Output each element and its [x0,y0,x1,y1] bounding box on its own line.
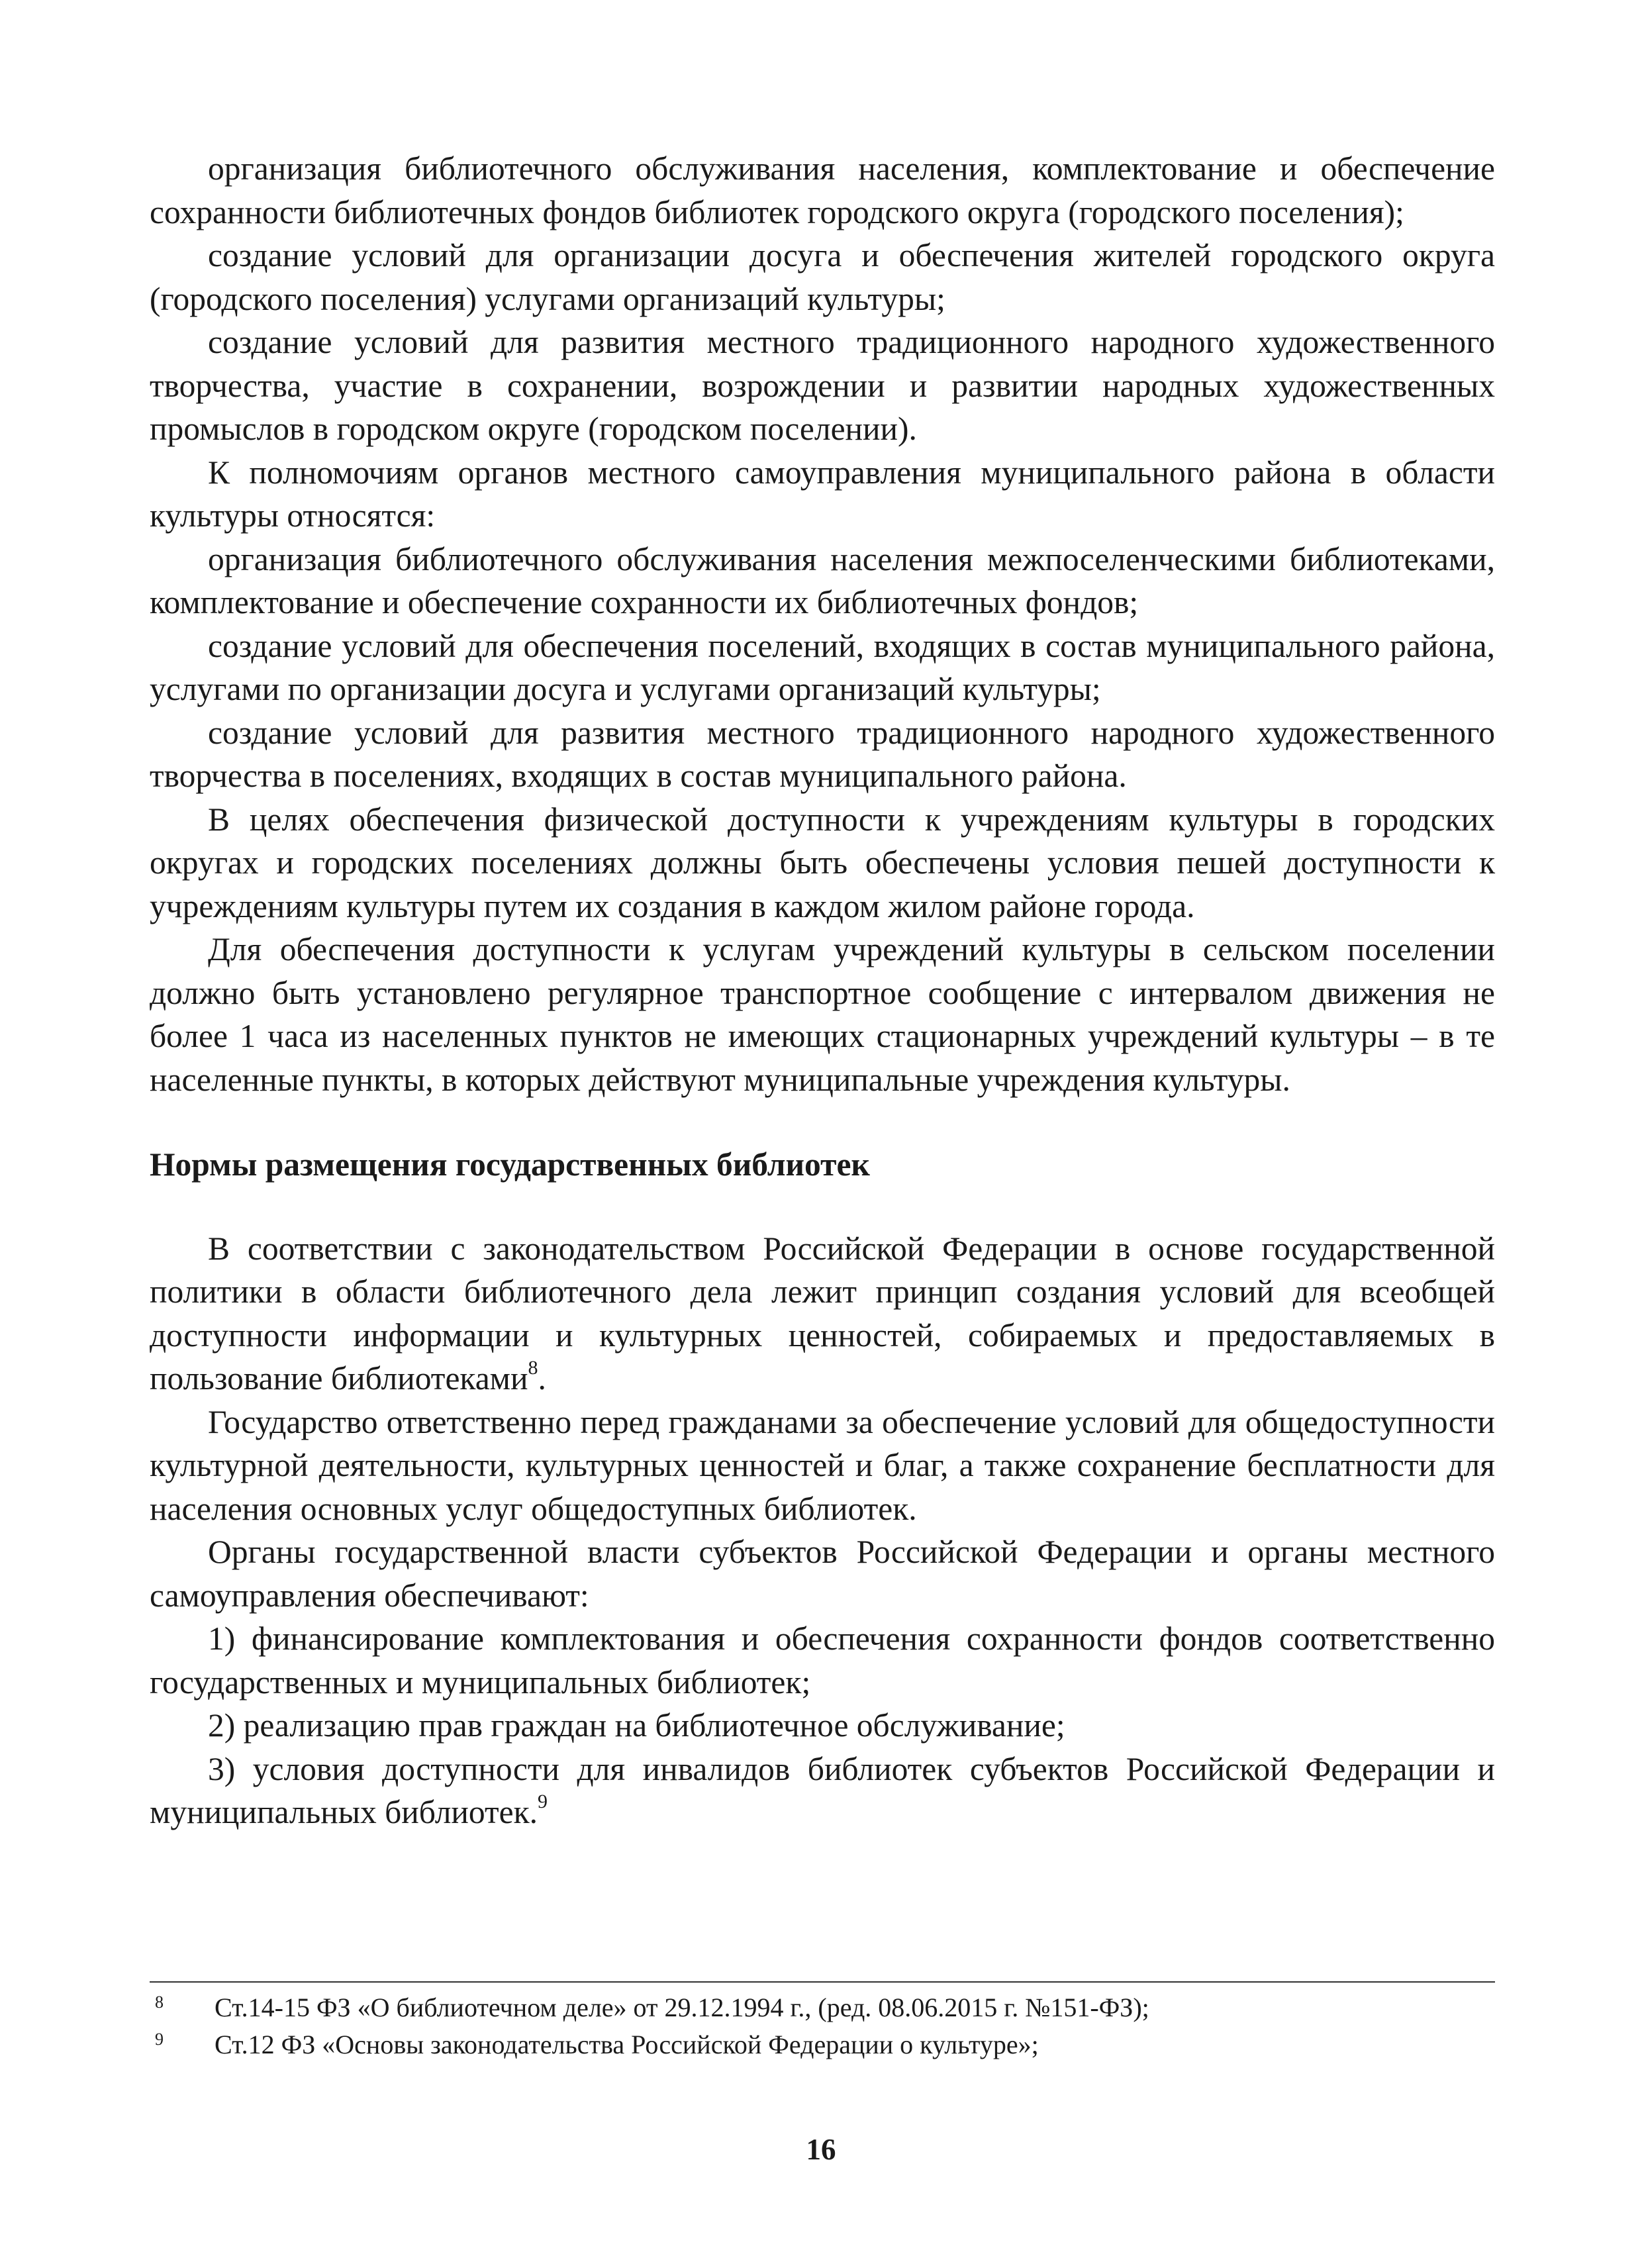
footnote-number: 8 [155,1993,164,2012]
paragraph: создание условий для развития местного традиционного народного художественного творчества, участие в сохранении, возрождении и развитии народных художественных промыслов в городском округе (городском поселении). [150,324,1495,447]
footnote-text: Ст.12 ФЗ «Основы законодательства Российской Федерации о культуре»; [215,2030,1039,2059]
footnote-ref[interactable]: 8 [528,1356,538,1379]
paragraph: создание условий для обеспечения поселений, входящих в состав муниципального района, услугами по организации досуга и услугами организаций культуры; [150,627,1495,707]
page-number: 16 [806,2133,836,2166]
paragraph: организация библиотечного обслуживания населения, комплектование и обеспечение сохранности библиотечных фондов библиотек городского округа (городского поселения); [150,150,1495,230]
paragraph: Органы государственной власти субъектов Российской Федерации и органы местного самоуправления обеспечивают: [150,1534,1495,1614]
footnotes [150,1981,1495,2063]
paragraph: создание условий для развития местного традиционного народного художественного творчества в поселениях, входящих в состав муниципального района. [150,714,1495,794]
footnote-text: Ст.14-15 ФЗ «О библиотечном деле» от 29.12.1994 г., (ред. 08.06.2015 г. №151-ФЗ); [215,1993,1149,2022]
paragraph: организация библиотечного обслуживания населения межпоселенческими библиотеками, комплектование и обеспечение сохранности их библиотечных фондов; [150,540,1495,620]
list-item [150,1748,1495,1834]
paragraph: Государство ответственно перед гражданами за обеспечение условий для общедоступности культурной деятельности, культурных ценностей и благ, а также сохранение бесплатности для населения основных услуг общедоступных библиотек. [150,1403,1495,1527]
footnote [150,1989,1495,2026]
footnote-number: 9 [155,2030,164,2049]
footnote [150,2026,1495,2063]
paragraph: создание условий для организации досуга и обеспечения жителей городского округа (городского поселения) услугами организаций культуры; [150,237,1495,317]
paragraph [150,1227,1495,1401]
paragraph-text: В соответствии с законодательством Российской Федерации в основе государственной политики в области библиотечного дела лежит принцип создания условий для всеобщей доступности информации и культурных ценностей, собираемых и предоставляемых в пользование библиотеками [150,1230,1495,1397]
paragraph-tail: . [538,1360,546,1397]
document-page [150,147,1495,1834]
list-item: 1) финансирование комплектования и обеспечения сохранности фондов соответственно государственных и муниципальных библиотек; [150,1620,1495,1701]
footnote-divider [150,1981,1495,1983]
paragraph: В целях обеспечения физической доступности к учреждениям культуры в городских округах и городских поселениях должны быть обеспечены условия пешей доступности к учреждениям культуры путем их создания в каждом жилом районе города. [150,801,1495,924]
list-item-text: 3) условия доступности для инвалидов библиотек субъектов Российской Федерации и муниципальных библиотек. [150,1750,1495,1830]
paragraph: К полномочиям органов местного самоуправления муниципального района в области культуры относятся: [150,454,1495,534]
footnote-ref[interactable]: 9 [538,1790,548,1812]
list-item: 2) реализацию прав граждан на библиотечное обслуживание; [208,1707,1065,1744]
section-heading: Нормы размещения государственных библиотек [150,1146,870,1183]
paragraph: Для обеспечения доступности к услугам учреждений культуры в сельском поселении должно быть установлено регулярное транспортное сообщение с интервалом движения не более 1 часа из населенных пунктов не имеющих стационарных учреждений культуры – в те населенные пункты, в которых действуют муниципальные учреждения культуры. [150,931,1495,1098]
